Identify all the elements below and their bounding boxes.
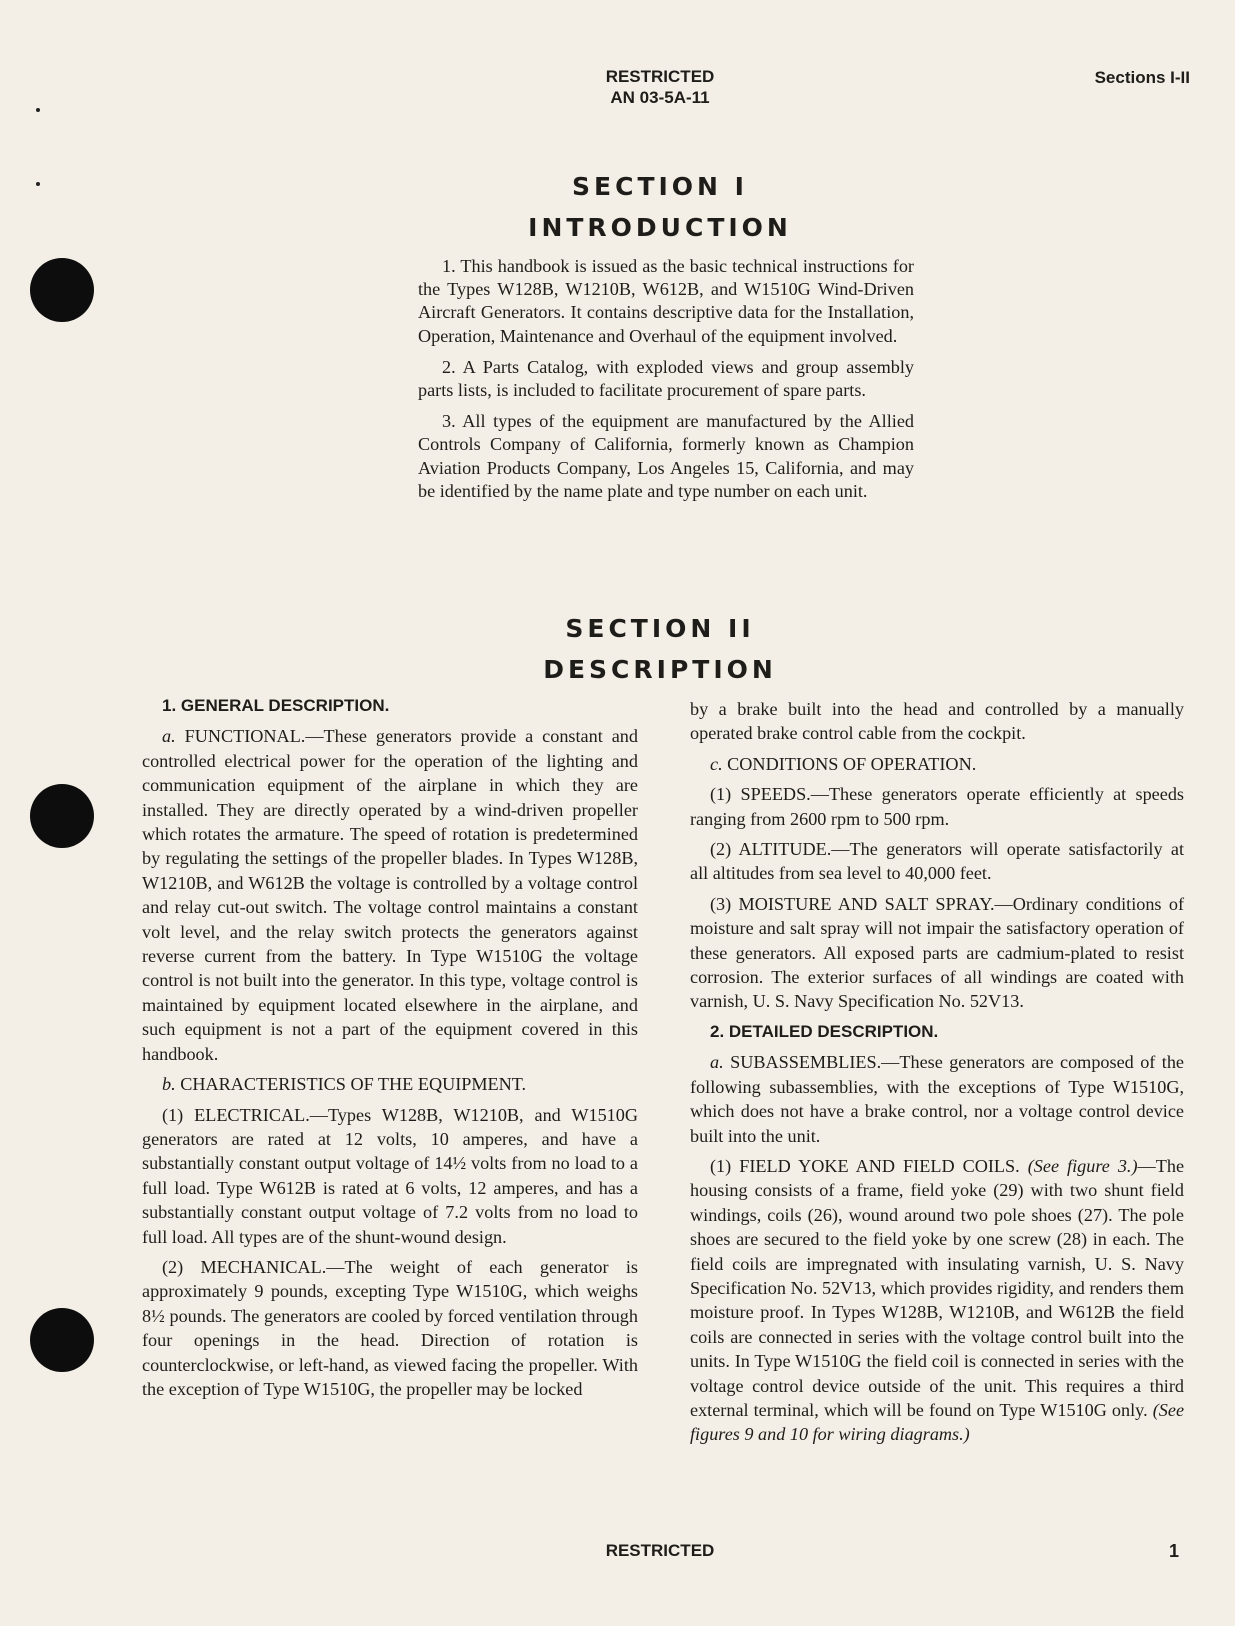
subassemblies-text: SUBASSEMBLIES.—These generators are composed of the following subassemblies, with the exceptions of Type W1510G, which does not have a brake control, nor a voltage control device built into the unit.: [690, 1052, 1184, 1146]
binder-hole-bottom: [30, 1308, 94, 1372]
characteristics-paragraph: [142, 1072, 638, 1096]
page-number: 1: [1168, 1541, 1179, 1561]
characteristics-text: CHARACTERISTICS OF THE EQUIPMENT.: [180, 1074, 527, 1095]
section-2-title: DESCRIPTION: [543, 655, 777, 684]
paper-speck: [36, 108, 40, 112]
field-yoke-text: —The housing consists of a frame, field yoke (29) with two shunt field windings, coils (26), wound around two pole shoes (27). The pole shoes are secured to the field yoke by one screw (28) in each. The field coils are impregnated with insulating varnish, U. S. Navy Specification No. 52V13, which provides rigidity, and renders them moisture proof. In Types W128B, W1210B, and W612B the field coils are connected in series with the voltage control built into the units. In Type W1510G the field coil is connected in series with the voltage control device outside of the unit. This requires a third external terminal, which will be found on Type W1510G only.: [690, 1155, 1185, 1420]
header-classification: RESTRICTED: [605, 67, 715, 86]
section-1-title: INTRODUCTION: [528, 213, 792, 242]
conditions-marker: c.: [710, 753, 723, 774]
field-yoke-title: (1) FIELD YOKE AND FIELD COILS.: [710, 1155, 1020, 1176]
intro-paragraph-3: 3. All types of the equipment are manufactured by the Allied Controls Company of California, formerly known as Champion Aviation Products Company, Los Angeles 15, California, and may be identified by the name plate and type number on each unit.: [418, 411, 914, 501]
wiring-figure-ref: (See figures 9 and 10 for wiring diagrams.): [690, 1399, 1185, 1445]
functional-paragraph: [142, 724, 638, 1066]
subassemblies-marker: a.: [710, 1052, 724, 1073]
intro-paragraph-2: 2. A Parts Catalog, with exploded views and group assembly parts lists, is included to facilitate procurement of spare parts.: [418, 356, 914, 401]
detailed-description-heading: 2. DETAILED DESCRIPTION.: [710, 1021, 939, 1041]
subassemblies-paragraph: [690, 1050, 1184, 1148]
right-column: [690, 697, 1184, 1453]
header-sections: Sections I-II: [1094, 68, 1190, 87]
field-yoke-figure-ref: (See figure 3.): [1027, 1155, 1138, 1176]
conditions-paragraph: [690, 752, 1184, 776]
section-2-heading: SECTION II: [565, 614, 755, 643]
functional-marker: a.: [162, 726, 176, 747]
moisture-paragraph: (3) MOISTURE AND SALT SPRAY.—Ordinary conditions of moisture and salt spray will not impair the satisfactory operation of these generators. All exposed parts are cadmium-plated to resist corrosion. The exterior surfaces of all windings are coated with varnish, U. S. Navy Specification No. 52V13.: [690, 893, 1184, 1012]
binder-hole-top: [30, 258, 94, 322]
electrical-paragraph: (1) ELECTRICAL.—Types W128B, W1210B, and W1510G generators are rated at 12 volts, 10 amperes, and have a substantially constant output voltage of 14½ volts from no load to a full load. Type W612B is rated at 6 volts, 12 amperes, and has a substantially constant output voltage of 7.2 volts from no load to full load. All types are of the shunt-wound design.: [142, 1104, 638, 1247]
binder-hole-middle: [30, 784, 94, 848]
speeds-paragraph: (1) SPEEDS.—These generators operate efficiently at speeds ranging from 2600 rpm to 500 rpm.: [690, 784, 1184, 829]
page-header: [0, 66, 1235, 108]
footer-classification: RESTRICTED: [605, 1541, 715, 1560]
altitude-paragraph: (2) ALTITUDE.—The generators will operate satisfactorily at all altitudes from sea level to 40,000 feet.: [690, 839, 1184, 884]
section-1-heading: SECTION I: [572, 172, 748, 201]
field-yoke-paragraph: [690, 1154, 1184, 1447]
general-description-heading: 1. GENERAL DESCRIPTION.: [162, 696, 390, 715]
characteristics-marker: b.: [162, 1074, 176, 1095]
intro-paragraph-1: 1. This handbook is issued as the basic technical instructions for the Types W128B, W1210B, W612B, and W1510G Wind-Driven Aircraft Generators. It contains descriptive data for the Installation, Operation, Maintenance and Overhaul of the equipment involved.: [418, 256, 914, 346]
mechanical-paragraph: (2) MECHANICAL.—The weight of each generator is approximately 9 pounds, excepting Type W1510G, which weighs 8½ pounds. The generators are cooled by forced ventilation through four openings in the head. Direction of rotation is counterclockwise, or left-hand, as viewed facing the propeller. With the exception of Type W1510G, the propeller may be locked: [142, 1256, 638, 1399]
functional-text: FUNCTIONAL.—These generators provide a constant and controlled electrical power for the operation of the lighting and communication equipment of the airplane in which they are installed. They are directly operated by a wind-driven propeller which rotates the armature. The speed of rotation is predetermined by regulating the settings of the propeller blades. In Types W128B, W1210B, and W612B the voltage is controlled by a voltage control and relay cut-out switch. The voltage control maintains a constant volt level, and the relay switch protects the generators against reverse current from the battery. In Type W1510G the voltage control is not built into the generator. In this type, voltage control is maintained by equipment located elsewhere in the airplane, and such equipment is not a part of the equipment covered in this handbook.: [142, 726, 638, 1064]
left-column: [142, 694, 638, 1407]
section-1-introduction: [418, 255, 914, 511]
header-document-number: AN 03-5A-11: [610, 88, 710, 107]
mechanical-continuation: by a brake built into the head and controlled by a manually operated brake control cable from the cockpit.: [690, 699, 1184, 744]
conditions-text: CONDITIONS OF OPERATION.: [727, 753, 977, 774]
